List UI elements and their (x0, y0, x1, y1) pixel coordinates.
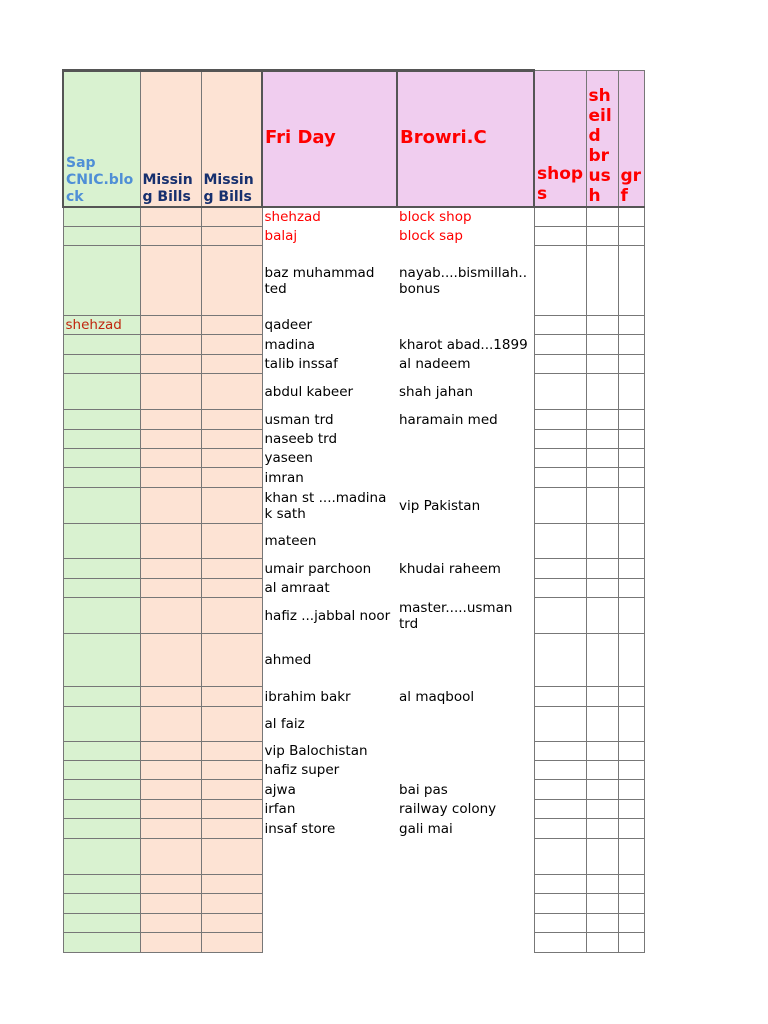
cell-sap-cnic[interactable] (63, 839, 140, 875)
cell-grf[interactable] (618, 524, 644, 559)
cell-missing-bills-2[interactable] (201, 207, 262, 227)
cell-sheild-brush[interactable] (586, 430, 618, 449)
cell-fri-day[interactable]: hafiz ...jabbal noor (262, 598, 397, 634)
cell-sheild-brush[interactable] (586, 559, 618, 579)
cell-fri-day[interactable]: ibrahim bakr (262, 687, 397, 707)
table-row (63, 335, 644, 355)
cell-missing-bills-2[interactable] (201, 410, 262, 430)
cell-sap-cnic[interactable] (63, 819, 140, 839)
table-row (63, 355, 644, 374)
cell-sap-cnic[interactable] (63, 687, 140, 707)
cell-missing-bills-2[interactable] (201, 687, 262, 707)
cell-sheild-brush[interactable] (586, 468, 618, 488)
cell-browri[interactable]: kharot abad...1899 (397, 335, 534, 355)
cell-fri-day[interactable]: shehzad (262, 207, 397, 227)
cell-shops[interactable] (534, 761, 586, 780)
cell-missing-bills-1[interactable] (140, 524, 201, 559)
table-row (63, 800, 644, 819)
cell-missing-bills-2[interactable] (201, 449, 262, 468)
cell-sap-cnic[interactable] (63, 742, 140, 761)
header-missing-bills-1-label: Missin g Bills (142, 171, 193, 205)
cell-browri[interactable] (397, 430, 534, 449)
table-row (63, 374, 644, 410)
cell-missing-bills-2[interactable] (201, 800, 262, 819)
cell-fri-day[interactable] (262, 839, 397, 875)
cell-missing-bills-2[interactable] (201, 468, 262, 488)
table-row (63, 875, 644, 894)
cell-missing-bills-1[interactable] (140, 468, 201, 488)
table-row (63, 559, 644, 579)
cell-sheild-brush[interactable] (586, 819, 618, 839)
cell-browri[interactable]: shah jahan (397, 374, 534, 410)
cell-grf[interactable] (618, 894, 644, 914)
cell-grf[interactable] (618, 819, 644, 839)
cell-missing-bills-2[interactable] (201, 227, 262, 246)
cell-sheild-brush[interactable] (586, 875, 618, 894)
cell-browri[interactable]: block sap (397, 227, 534, 246)
cell-browri[interactable] (397, 449, 534, 468)
cell-missing-bills-1[interactable] (140, 579, 201, 598)
cell-fri-day[interactable]: umair parchoon (262, 559, 397, 579)
table-row (63, 316, 644, 335)
cell-browri[interactable]: master.....usman trd (397, 598, 534, 634)
header-browri[interactable] (397, 71, 534, 207)
table-row (63, 207, 644, 227)
cell-grf[interactable] (618, 579, 644, 598)
cell-shops[interactable] (534, 933, 586, 953)
table-row (63, 634, 644, 687)
cell-sap-cnic[interactable] (63, 207, 140, 227)
cell-shops[interactable] (534, 374, 586, 410)
spreadsheet-table (62, 69, 645, 953)
cell-sap-cnic[interactable] (63, 449, 140, 468)
cell-shops[interactable] (534, 875, 586, 894)
cell-grf[interactable] (618, 634, 644, 687)
table-row (63, 227, 644, 246)
cell-missing-bills-2[interactable] (201, 875, 262, 894)
header-row (63, 71, 644, 207)
cell-browri[interactable] (397, 933, 534, 953)
cell-missing-bills-1[interactable] (140, 634, 201, 687)
cell-shops[interactable] (534, 579, 586, 598)
cell-missing-bills-1[interactable] (140, 894, 201, 914)
cell-shops[interactable] (534, 488, 586, 524)
cell-sheild-brush[interactable] (586, 488, 618, 524)
cell-missing-bills-1[interactable] (140, 430, 201, 449)
cell-missing-bills-1[interactable] (140, 875, 201, 894)
cell-missing-bills-2[interactable] (201, 355, 262, 374)
cell-browri[interactable]: bai pas (397, 780, 534, 800)
cell-shops[interactable] (534, 598, 586, 634)
cell-browri[interactable] (397, 914, 534, 933)
cell-fri-day[interactable]: insaf store (262, 819, 397, 839)
cell-missing-bills-1[interactable] (140, 761, 201, 780)
header-sheild-brush[interactable] (586, 71, 618, 207)
cell-browri[interactable] (397, 634, 534, 687)
cell-fri-day[interactable]: al faiz (262, 707, 397, 742)
cell-browri[interactable]: haramain med (397, 410, 534, 430)
cell-sap-cnic[interactable] (63, 488, 140, 524)
cell-fri-day[interactable] (262, 894, 397, 914)
cell-fri-day[interactable]: al amraat (262, 579, 397, 598)
cell-browri[interactable] (397, 579, 534, 598)
cell-missing-bills-1[interactable] (140, 316, 201, 335)
cell-grf[interactable] (618, 410, 644, 430)
cell-missing-bills-2[interactable] (201, 839, 262, 875)
cell-sheild-brush[interactable] (586, 246, 618, 316)
cell-missing-bills-2[interactable] (201, 246, 262, 316)
cell-missing-bills-1[interactable] (140, 687, 201, 707)
table-row (63, 524, 644, 559)
cell-browri[interactable] (397, 761, 534, 780)
cell-sap-cnic[interactable] (63, 780, 140, 800)
cell-browri[interactable] (397, 894, 534, 914)
cell-shops[interactable] (534, 839, 586, 875)
cell-missing-bills-1[interactable] (140, 598, 201, 634)
cell-browri[interactable] (397, 875, 534, 894)
cell-shops[interactable] (534, 894, 586, 914)
cell-missing-bills-1[interactable] (140, 800, 201, 819)
cell-grf[interactable] (618, 374, 644, 410)
cell-sheild-brush[interactable] (586, 524, 618, 559)
cell-browri[interactable] (397, 468, 534, 488)
cell-shops[interactable] (534, 687, 586, 707)
header-fri-day[interactable] (262, 71, 397, 207)
cell-grf[interactable] (618, 488, 644, 524)
cell-sheild-brush[interactable] (586, 894, 618, 914)
cell-sap-cnic[interactable] (63, 430, 140, 449)
header-fri-day-label: Fri Day (265, 127, 336, 149)
cell-missing-bills-1[interactable] (140, 488, 201, 524)
cell-sap-cnic[interactable] (63, 707, 140, 742)
cell-missing-bills-2[interactable] (201, 914, 262, 933)
cell-fri-day[interactable]: yaseen (262, 449, 397, 468)
cell-sap-cnic[interactable]: shehzad (63, 316, 140, 335)
cell-browri[interactable]: al nadeem (397, 355, 534, 374)
header-missing-bills-2-label: Missin g Bills (203, 171, 254, 205)
cell-grf[interactable] (618, 227, 644, 246)
cell-sheild-brush[interactable] (586, 780, 618, 800)
cell-browri[interactable]: nayab....bismillah.. bonus (397, 246, 534, 316)
cell-missing-bills-2[interactable] (201, 524, 262, 559)
table-row (63, 449, 644, 468)
cell-sap-cnic[interactable] (63, 335, 140, 355)
cell-grf[interactable] (618, 800, 644, 819)
header-sap-cnic-label: Sap CNIC.blo ck (66, 154, 134, 205)
table-row (63, 707, 644, 742)
cell-grf[interactable] (618, 875, 644, 894)
cell-missing-bills-1[interactable] (140, 374, 201, 410)
cell-sheild-brush[interactable] (586, 579, 618, 598)
cell-missing-bills-1[interactable] (140, 559, 201, 579)
cell-grf[interactable] (618, 207, 644, 227)
cell-fri-day[interactable]: baz muhammad ted (262, 246, 397, 316)
cell-shops[interactable] (534, 335, 586, 355)
cell-fri-day[interactable]: khan st ....madina k sath (262, 488, 397, 524)
cell-sap-cnic[interactable] (63, 410, 140, 430)
table-row (63, 410, 644, 430)
cell-fri-day[interactable]: balaj (262, 227, 397, 246)
header-browri-label: Browri.C (400, 127, 487, 149)
cell-shops[interactable] (534, 316, 586, 335)
cell-missing-bills-1[interactable] (140, 410, 201, 430)
cell-grf[interactable] (618, 742, 644, 761)
table-row (63, 488, 644, 524)
header-shops-label: shop s (537, 163, 584, 204)
cell-missing-bills-2[interactable] (201, 742, 262, 761)
cell-browri[interactable] (397, 707, 534, 742)
cell-shops[interactable] (534, 468, 586, 488)
cell-browri[interactable]: block shop (397, 207, 534, 227)
table-row (63, 468, 644, 488)
table-row (63, 761, 644, 780)
cell-shops[interactable] (534, 449, 586, 468)
cell-sheild-brush[interactable] (586, 933, 618, 953)
cell-sap-cnic[interactable] (63, 875, 140, 894)
table-row (63, 914, 644, 933)
cell-missing-bills-2[interactable] (201, 598, 262, 634)
cell-sap-cnic[interactable] (63, 579, 140, 598)
cell-browri[interactable] (397, 742, 534, 761)
cell-fri-day[interactable] (262, 914, 397, 933)
cell-grf[interactable] (618, 246, 644, 316)
cell-missing-bills-1[interactable] (140, 742, 201, 761)
cell-shops[interactable] (534, 800, 586, 819)
table-row (63, 780, 644, 800)
cell-shops[interactable] (534, 207, 586, 227)
cell-missing-bills-1[interactable] (140, 933, 201, 953)
cell-fri-day[interactable]: mateen (262, 524, 397, 559)
cell-fri-day[interactable]: ahmed (262, 634, 397, 687)
table-row (63, 246, 644, 316)
cell-sheild-brush[interactable] (586, 410, 618, 430)
cell-sap-cnic[interactable] (63, 355, 140, 374)
cell-sap-cnic[interactable] (63, 800, 140, 819)
cell-grf[interactable] (618, 839, 644, 875)
cell-fri-day[interactable] (262, 933, 397, 953)
cell-missing-bills-1[interactable] (140, 449, 201, 468)
cell-fri-day[interactable]: vip Balochistan (262, 742, 397, 761)
cell-fri-day[interactable]: imran (262, 468, 397, 488)
cell-missing-bills-1[interactable] (140, 707, 201, 742)
cell-fri-day[interactable] (262, 875, 397, 894)
cell-missing-bills-1[interactable] (140, 246, 201, 316)
cell-grf[interactable] (618, 355, 644, 374)
cell-grf[interactable] (618, 598, 644, 634)
cell-browri[interactable]: khudai raheem (397, 559, 534, 579)
cell-sap-cnic[interactable] (63, 761, 140, 780)
cell-sheild-brush[interactable] (586, 355, 618, 374)
cell-fri-day[interactable]: ajwa (262, 780, 397, 800)
cell-fri-day[interactable]: hafiz super (262, 761, 397, 780)
cell-sap-cnic[interactable] (63, 227, 140, 246)
cell-sheild-brush[interactable] (586, 761, 618, 780)
cell-missing-bills-2[interactable] (201, 559, 262, 579)
cell-sheild-brush[interactable] (586, 839, 618, 875)
cell-grf[interactable] (618, 449, 644, 468)
cell-sheild-brush[interactable] (586, 707, 618, 742)
cell-browri[interactable]: gali mai (397, 819, 534, 839)
cell-sap-cnic[interactable] (63, 894, 140, 914)
cell-missing-bills-2[interactable] (201, 933, 262, 953)
cell-missing-bills-1[interactable] (140, 335, 201, 355)
header-grf-label: gr f (620, 165, 642, 206)
cell-grf[interactable] (618, 559, 644, 579)
cell-shops[interactable] (534, 524, 586, 559)
cell-browri[interactable] (397, 839, 534, 875)
cell-sap-cnic[interactable] (63, 468, 140, 488)
cell-shops[interactable] (534, 819, 586, 839)
cell-missing-bills-1[interactable] (140, 227, 201, 246)
cell-shops[interactable] (534, 780, 586, 800)
cell-sheild-brush[interactable] (586, 207, 618, 227)
cell-grf[interactable] (618, 707, 644, 742)
cell-missing-bills-2[interactable] (201, 430, 262, 449)
cell-missing-bills-2[interactable] (201, 819, 262, 839)
cell-fri-day[interactable]: abdul kabeer (262, 374, 397, 410)
cell-sheild-brush[interactable] (586, 914, 618, 933)
cell-shops[interactable] (534, 559, 586, 579)
table-row (63, 579, 644, 598)
cell-grf[interactable] (618, 335, 644, 355)
cell-sap-cnic[interactable] (63, 634, 140, 687)
cell-missing-bills-2[interactable] (201, 761, 262, 780)
cell-missing-bills-1[interactable] (140, 355, 201, 374)
cell-missing-bills-2[interactable] (201, 707, 262, 742)
cell-sheild-brush[interactable] (586, 335, 618, 355)
cell-fri-day[interactable]: talib inssaf (262, 355, 397, 374)
table-row (63, 598, 644, 634)
cell-shops[interactable] (534, 355, 586, 374)
cell-fri-day[interactable]: qadeer (262, 316, 397, 335)
cell-shops[interactable] (534, 742, 586, 761)
cell-missing-bills-2[interactable] (201, 335, 262, 355)
cell-missing-bills-2[interactable] (201, 579, 262, 598)
cell-sap-cnic[interactable] (63, 598, 140, 634)
cell-grf[interactable] (618, 914, 644, 933)
cell-grf[interactable] (618, 468, 644, 488)
header-sap-cnic[interactable] (63, 71, 140, 207)
table-row (63, 933, 644, 953)
header-sheild-brush-label: sh eil d br us h (588, 85, 612, 206)
cell-shops[interactable] (534, 430, 586, 449)
cell-missing-bills-2[interactable] (201, 488, 262, 524)
cell-sheild-brush[interactable] (586, 687, 618, 707)
cell-sap-cnic[interactable] (63, 914, 140, 933)
cell-grf[interactable] (618, 761, 644, 780)
cell-shops[interactable] (534, 634, 586, 687)
cell-sheild-brush[interactable] (586, 742, 618, 761)
header-missing-bills-2[interactable] (201, 71, 262, 207)
cell-shops[interactable] (534, 246, 586, 316)
cell-browri[interactable] (397, 524, 534, 559)
table-row (63, 687, 644, 707)
cell-sap-cnic[interactable] (63, 246, 140, 316)
cell-shops[interactable] (534, 410, 586, 430)
cell-grf[interactable] (618, 687, 644, 707)
cell-grf[interactable] (618, 933, 644, 953)
cell-missing-bills-1[interactable] (140, 914, 201, 933)
cell-missing-bills-1[interactable] (140, 819, 201, 839)
cell-sheild-brush[interactable] (586, 449, 618, 468)
cell-shops[interactable] (534, 707, 586, 742)
cell-missing-bills-2[interactable] (201, 634, 262, 687)
cell-sheild-brush[interactable] (586, 374, 618, 410)
cell-fri-day[interactable]: usman trd (262, 410, 397, 430)
cell-shops[interactable] (534, 914, 586, 933)
cell-missing-bills-1[interactable] (140, 780, 201, 800)
header-grf[interactable] (618, 71, 644, 207)
cell-sap-cnic[interactable] (63, 374, 140, 410)
cell-sheild-brush[interactable] (586, 634, 618, 687)
cell-browri[interactable]: al maqbool (397, 687, 534, 707)
cell-missing-bills-2[interactable] (201, 894, 262, 914)
cell-fri-day[interactable]: irfan (262, 800, 397, 819)
cell-fri-day[interactable]: naseeb trd (262, 430, 397, 449)
cell-browri[interactable]: railway colony (397, 800, 534, 819)
cell-grf[interactable] (618, 780, 644, 800)
cell-missing-bills-1[interactable] (140, 207, 201, 227)
cell-missing-bills-2[interactable] (201, 316, 262, 335)
table-row (63, 839, 644, 875)
cell-shops[interactable] (534, 227, 586, 246)
cell-fri-day[interactable]: madina (262, 335, 397, 355)
cell-sheild-brush[interactable] (586, 800, 618, 819)
table-row (63, 742, 644, 761)
cell-sheild-brush[interactable] (586, 227, 618, 246)
cell-missing-bills-2[interactable] (201, 780, 262, 800)
header-shops[interactable] (534, 71, 586, 207)
table-row (63, 819, 644, 839)
cell-sap-cnic[interactable] (63, 933, 140, 953)
cell-sheild-brush[interactable] (586, 316, 618, 335)
cell-missing-bills-1[interactable] (140, 839, 201, 875)
table-row (63, 430, 644, 449)
cell-grf[interactable] (618, 430, 644, 449)
header-missing-bills-1[interactable] (140, 71, 201, 207)
table-row (63, 894, 644, 914)
cell-sap-cnic[interactable] (63, 559, 140, 579)
cell-sap-cnic[interactable] (63, 524, 140, 559)
cell-browri[interactable] (397, 316, 534, 335)
cell-missing-bills-2[interactable] (201, 374, 262, 410)
cell-grf[interactable] (618, 316, 644, 335)
cell-sheild-brush[interactable] (586, 598, 618, 634)
cell-browri[interactable]: vip Pakistan (397, 488, 534, 524)
